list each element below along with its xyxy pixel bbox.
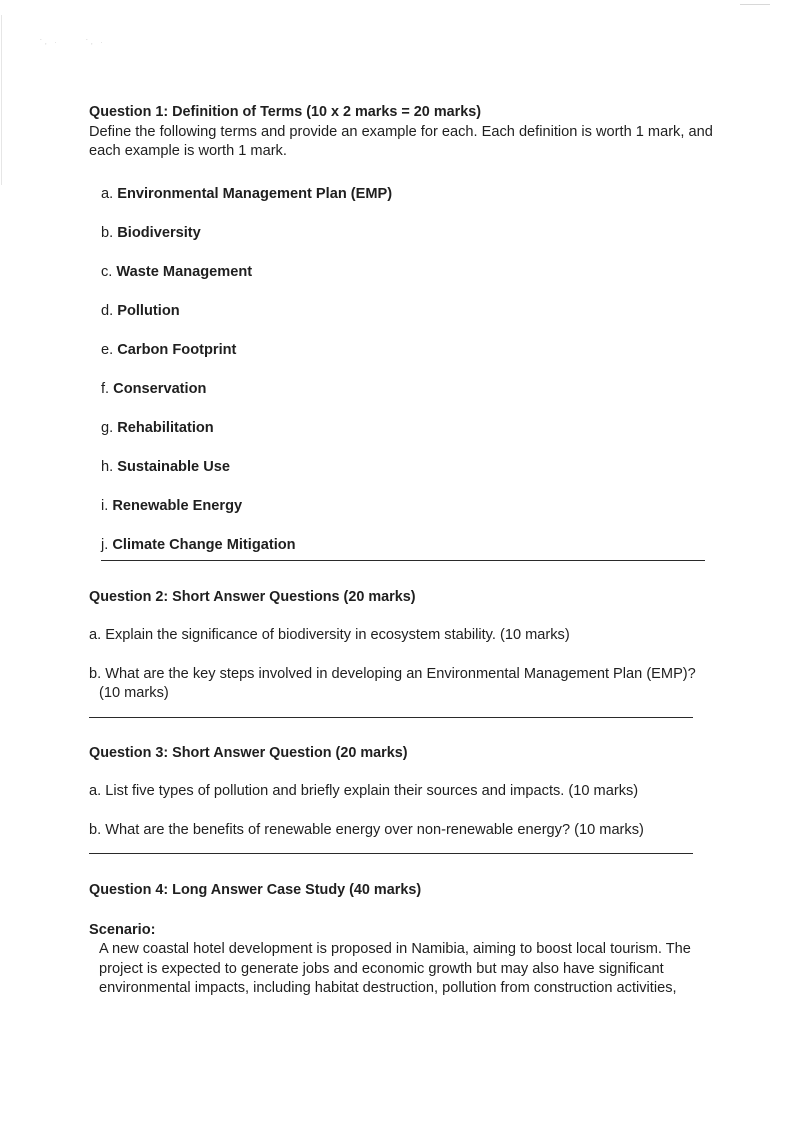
term-item [101, 497, 719, 536]
section-divider [101, 560, 705, 561]
question-4-title: Question 4: Long Answer Case Study (40 marks) [89, 882, 422, 898]
term-item [101, 380, 719, 419]
question-2b-text: b. What are the key steps involved in developing an Environmental Management Plan (EMP)? [89, 665, 696, 682]
question-2b [89, 665, 719, 704]
term-letter: h. [101, 458, 114, 475]
question-2-title: Question 2: Short Answer Questions (20 marks) [89, 588, 416, 605]
term-name: Waste Management [116, 263, 253, 280]
question-2a: a. Explain the significance of biodiversity in ecosystem stability. (10 marks) [89, 627, 570, 643]
term-name: Rehabilitation [117, 419, 214, 436]
term-letter: b. [101, 224, 114, 241]
term-item [101, 536, 719, 560]
exam-content [89, 103, 719, 999]
term-name: Climate Change Mitigation [112, 536, 296, 553]
term-letter: g. [101, 419, 114, 436]
question-1-title: Question 1: Definition of Terms (10 x 2 marks = 20 marks) [89, 104, 482, 120]
term-name: Sustainable Use [117, 458, 230, 475]
scenario-label: Scenario: [89, 921, 156, 938]
scan-edge-line [1, 15, 2, 185]
term-name: Pollution [117, 302, 180, 319]
term-name: Conservation [113, 380, 207, 397]
term-item [101, 224, 719, 263]
scan-mark: ´, · [86, 40, 106, 46]
term-name: Renewable Energy [112, 497, 243, 514]
question-3a: a. List five types of pollution and briefly explain their sources and impacts. (10 marks) [89, 783, 639, 799]
term-item [101, 185, 719, 224]
term-name: Biodiversity [117, 224, 201, 241]
term-name: Carbon Footprint [117, 341, 237, 358]
scan-mark: ´, · [40, 40, 60, 46]
question-2b-marks: (10 marks) [99, 685, 169, 701]
term-item [101, 419, 719, 458]
term-letter: f. [101, 380, 110, 397]
section-divider [89, 853, 693, 854]
term-letter: c. [101, 263, 113, 280]
question-3b: b. What are the benefits of renewable energy over non-renewable energy? (10 marks) [89, 821, 644, 838]
term-letter: e. [101, 341, 114, 358]
terms-list [101, 185, 719, 560]
question-3-title: Question 3: Short Answer Question (20 marks) [89, 744, 408, 761]
term-letter: j. [101, 536, 109, 553]
term-item [101, 263, 719, 302]
term-item [101, 458, 719, 497]
section-divider [89, 717, 693, 718]
scenario-text: A new coastal hotel development is proposed in Namibia, aiming to boost local tourism. The project is expected to generate jobs and economic growth but may also have significant environmental impacts, including habitat destruction, pollution from construction activities, [99, 941, 691, 996]
term-name: Environmental Management Plan (EMP) [117, 185, 393, 202]
scan-artifact-line [740, 4, 770, 5]
term-item [101, 341, 719, 380]
term-letter: d. [101, 302, 114, 319]
question-1-instructions: Define the following terms and provide an example for each. Each definition is worth 1 mark, and each example is worth 1 mark. [89, 123, 713, 159]
term-letter: i. [101, 497, 109, 514]
term-item [101, 302, 719, 341]
term-letter: a. [101, 185, 114, 202]
